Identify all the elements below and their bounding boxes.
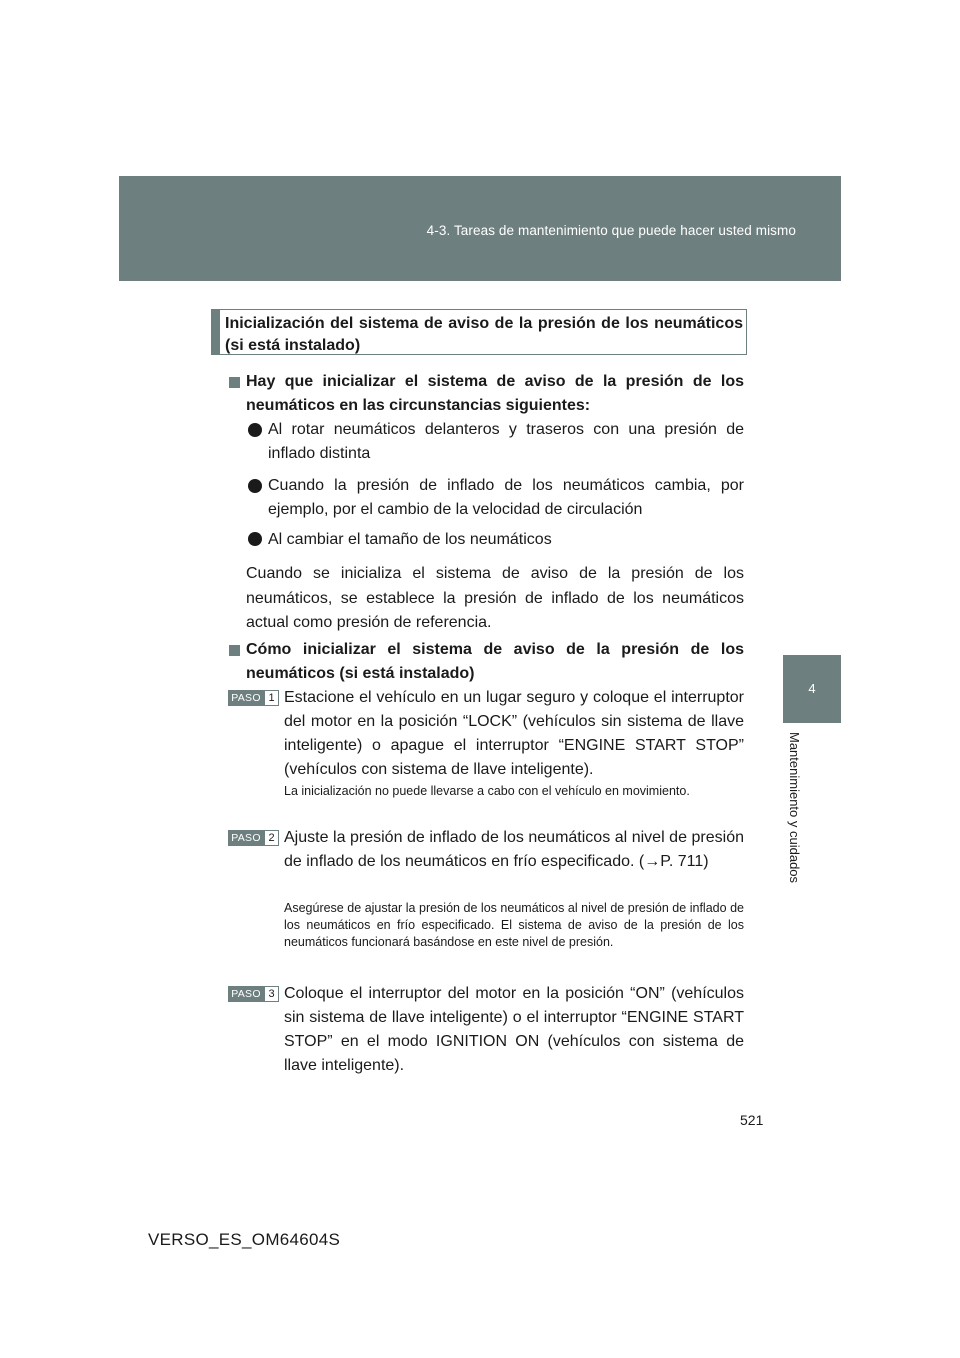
page-number: 521 — [740, 1112, 764, 1128]
step-badge-label: PASO — [228, 830, 264, 846]
step-badge — [228, 986, 279, 1002]
bullet-item: Cuando la presión de inflado de los neumáticos cambia, por ejemplo, por el cambio de la velocidad de circulación — [268, 477, 744, 518]
step-badge-label: PASO — [228, 986, 264, 1002]
square-bullet-icon — [229, 645, 240, 656]
section-title-box — [211, 309, 747, 355]
round-bullet-icon — [248, 532, 262, 546]
block1-heading: Hay que inicializar el sistema de aviso de la presión de los neumáticos en las circunstancias siguientes: — [246, 373, 744, 414]
square-bullet-icon — [229, 377, 240, 388]
document-code: VERSO_ES_OM64604S — [148, 1230, 341, 1249]
step-badge-label: PASO — [228, 690, 264, 706]
step-note: Asegúrese de ajustar la presión de los neumáticos al nivel de presión de inflado de los neumáticos en frío especificado. El sistema de aviso de la presión de los neumáticos funcionará basándose en este nivel de presión. — [284, 901, 744, 949]
section-title: Inicialización del sistema de aviso de la presión de los neumáticos (si está instalado) — [225, 315, 743, 354]
step-text: Estacione el vehículo en un lugar seguro y coloque el interruptor del motor en la posición “LOCK” (vehículos sin sistema de llave inteligente) o apague el interruptor “ENGINE START STOP” (vehículos con sistema de llave inteligente). — [284, 689, 744, 778]
round-bullet-icon — [248, 423, 262, 437]
bullet-item: Al rotar neumáticos delanteros y traseros con una presión de inflado distinta — [268, 421, 744, 462]
section-path: 4-3. Tareas de mantenimiento que puede hacer usted mismo — [426, 223, 796, 238]
step-badge — [228, 830, 279, 846]
step-badge-number: 2 — [264, 830, 279, 846]
step-badge-number: 1 — [264, 690, 279, 706]
bullet-item: Al cambiar el tamaño de los neumáticos — [268, 531, 552, 548]
block2-heading: Cómo inicializar el sistema de aviso de la presión de los neumáticos (si está instalado) — [246, 641, 744, 682]
step-badge — [228, 690, 279, 706]
step-badge-number: 3 — [264, 986, 279, 1002]
header-band — [119, 176, 841, 281]
block1-paragraph: Cuando se inicializa el sistema de aviso de la presión de los neumáticos, se establece la presión de inflado de los neumáticos actual como presión de referencia. — [246, 565, 744, 631]
chapter-title: Mantenimiento y cuidados — [787, 732, 802, 884]
step-text: Coloque el interruptor del motor en la posición “ON” (vehículos sin sistema de llave inteligente) o el interruptor “ENGINE START STOP” en el modo IGNITION ON (vehículos con sistema de llave inteligente). — [284, 985, 744, 1074]
round-bullet-icon — [248, 479, 262, 493]
step-text: Ajuste la presión de inflado de los neumáticos al nivel de presión de inflado de los neumáticos en frío especificado. (→P. 711) — [284, 829, 744, 870]
chapter-title-vertical — [776, 732, 816, 912]
step-note: La inicialización no puede llevarse a cabo con el vehículo en movimiento. — [284, 784, 690, 798]
chapter-tab[interactable]: 4 — [783, 655, 841, 723]
